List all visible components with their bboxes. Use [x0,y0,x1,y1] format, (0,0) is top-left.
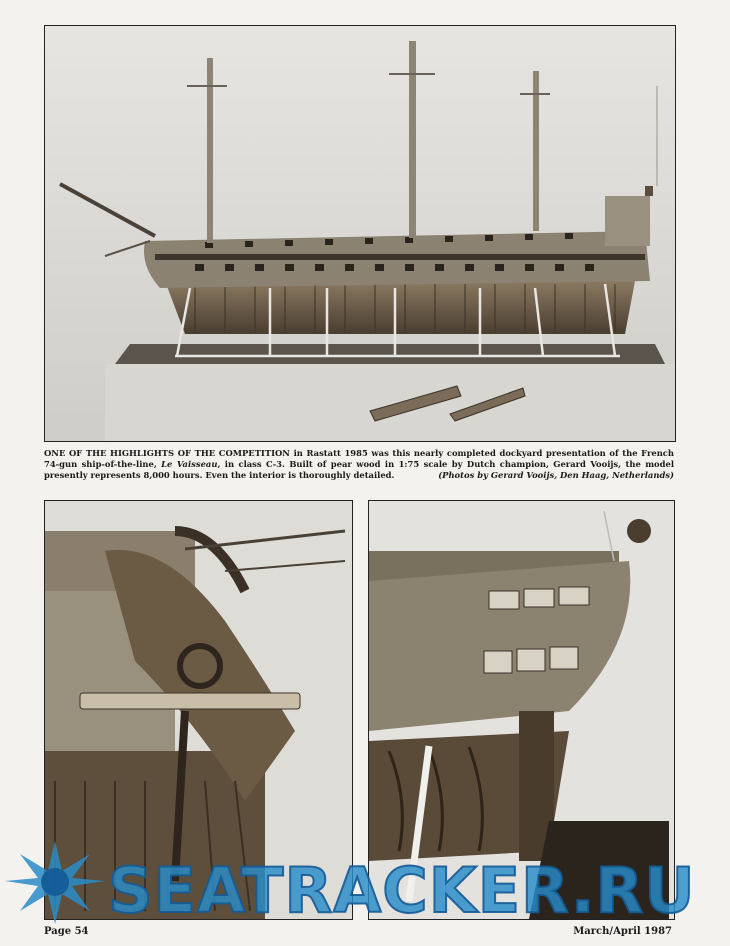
sun-burst-icon [0,836,110,926]
watermark [0,836,730,926]
page-number: Page 54 [44,926,89,937]
caption-lead: ONE OF THE HIGHLIGHTS OF THE COMPETITION [44,448,290,458]
photo-caption [44,448,674,482]
caption-text-1: in Rastatt 1985 was this nearly completed dockyard presentation of the French 74-gun ship-of-the-line, [44,448,674,470]
ship-model-photo [44,25,676,442]
watermark-text: SEATRACKER.RU [108,854,696,927]
ship-model-illustration [45,26,675,441]
caption-text-2: , in class C-3. Built of pear wood in 1:75 scale by Dutch champion, Gerard Vooijs, the model presently represents 8,000 hours. Even the interior is thoroughly detailed. [44,459,675,481]
photo-credit: (Photos by Gerard Vooijs, Den Haag, Netherlands) [438,470,674,481]
caption-ship-name: Le Vaisseau [161,459,218,470]
issue-date: March/April 1987 [573,926,672,937]
